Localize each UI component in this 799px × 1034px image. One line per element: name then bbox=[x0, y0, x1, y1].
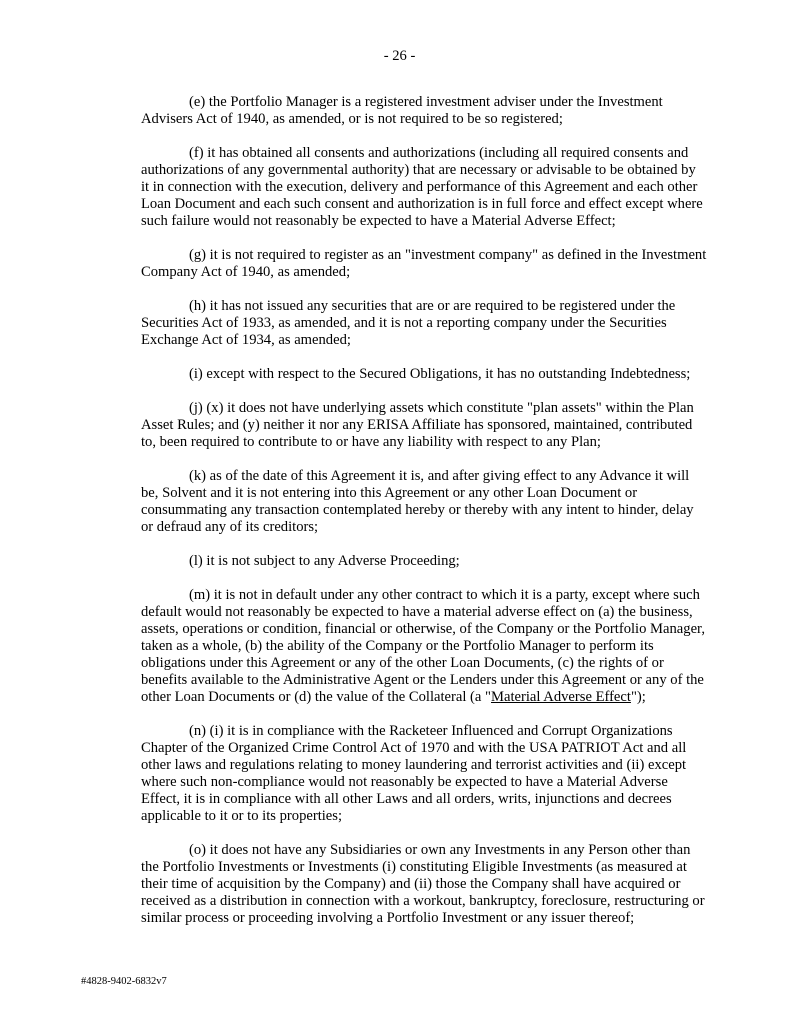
clause-m-text: (m) it is not in default under any other contract to which it is a party, except where such default would not reasonably be expected to have a material adverse effect on (a) the business, assets, operations or condition, financial or otherwise, of the Company or the Portfolio Manager, taken as a whole, (b) the ability of the Company or the Portfolio Manager to perform its obligations under this Agreement or any of the other Loan Documents, (c) the rights of or benefits available to the Administrative Agent or the Lenders under this Agreement or any of the other Loan Documents or (d) the value of the Collateral (a " bbox=[141, 587, 705, 705]
clause-m bbox=[141, 587, 707, 706]
clause-o: (o) it does not have any Subsidiaries or own any Investments in any Person other than the Portfolio Investments or Investments (i) constituting Eligible Investments (as measured at their time of acquisition by the Company) and (ii) those the Company shall have acquired or received as a distribution in connection with a workout, bankruptcy, foreclosure, restructuring or similar process or proceeding involving a Portfolio Investment or any issuer thereof; bbox=[141, 842, 705, 926]
clause-n: (n) (i) it is in compliance with the Racketeer Influenced and Corrupt Organizations Chapter of the Organized Crime Control Act of 1970 and with the USA PATRIOT Act and all other laws and regulations relating to money laundering and terrorist activities and (ii) except where such non-compliance would not reasonably be expected to have a Material Adverse Effect, it is in compliance with all other Laws and all orders, writs, injunctions and decrees applicable to it or to its properties; bbox=[141, 723, 687, 824]
clause-k: (k) as of the date of this Agreement it is, and after giving effect to any Advance it will be, Solvent and it is not entering into this Agreement or any other Loan Document or consummating any transaction contemplated hereby or thereby with any intent to hinder, delay or defraud any of its creditors; bbox=[141, 468, 694, 535]
clause-e: (e) the Portfolio Manager is a registered investment adviser under the Investment Advisers Act of 1940, as amended, or is not required to be so registered; bbox=[141, 94, 663, 127]
clause-f: (f) it has obtained all consents and authorizations (including all required consents and authorizations of any governmental authority) that are necessary or advisable to be obtained by it in connection with the execution, delivery and performance of this Agreement and each other Loan Document and each such consent and authorization is in full force and effect except where such failure would not reasonably be expected to have a Material Adverse Effect; bbox=[141, 145, 703, 229]
page-number: - 26 - bbox=[383, 48, 416, 64]
defined-term-material-adverse-effect: Material Adverse Effect bbox=[491, 689, 631, 705]
clause-h: (h) it has not issued any securities that are or are required to be registered under the Securities Act of 1933, as amended, and it is not a reporting company under the Securities Exchange Act of 1934, as amended; bbox=[141, 298, 676, 348]
document-body bbox=[141, 94, 707, 944]
clause-l: (l) it is not subject to any Adverse Proceeding; bbox=[189, 553, 460, 569]
clause-i: (i) except with respect to the Secured Obligations, it has no outstanding Indebtedness; bbox=[189, 366, 691, 382]
clause-j: (j) (x) it does not have underlying assets which constitute "plan assets" within the Plan Asset Rules; and (y) neither it nor any ERISA Affiliate has sponsored, maintained, contributed to, been required to contribute to or have any liability with respect to any Plan; bbox=[141, 400, 694, 450]
clause-g: (g) it is not required to register as an "investment company" as defined in the Investment Company Act of 1940, as amended; bbox=[141, 247, 707, 280]
clause-m-closing: "); bbox=[630, 689, 646, 705]
document-id-footer: #4828-9402-6832v7 bbox=[81, 976, 167, 987]
